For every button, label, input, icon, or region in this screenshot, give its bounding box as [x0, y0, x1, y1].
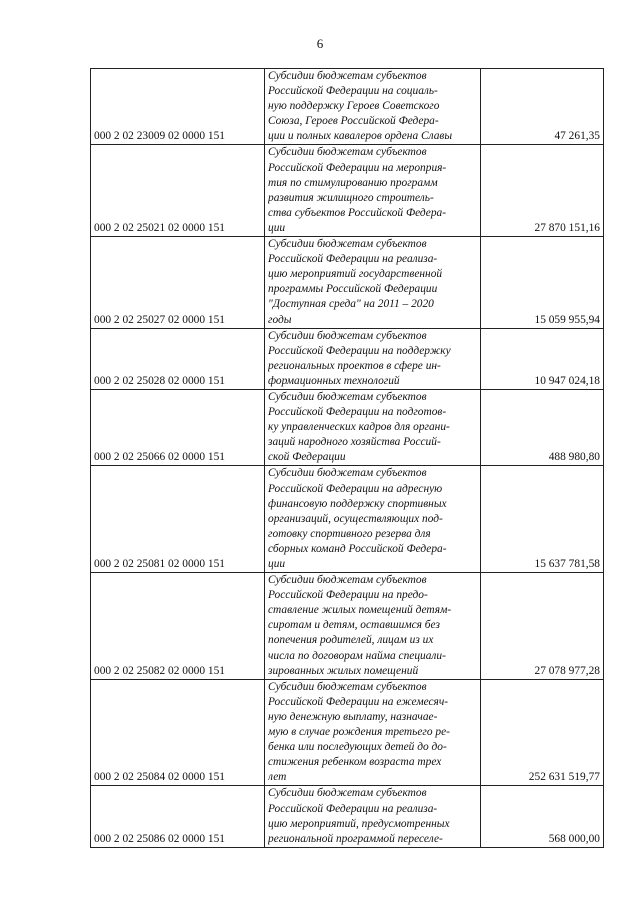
description-line: тия по стимулированию программ [268, 176, 438, 189]
description-line: Субсидии бюджетам субъектов [268, 329, 427, 342]
budget-code-cell: 000 2 02 25084 02 0000 151 [91, 679, 265, 786]
description-cell [265, 389, 481, 465]
amount-cell: 15 637 781,58 [481, 466, 604, 573]
description-line: ку управленческих кадров для органи- [268, 421, 450, 434]
description-line: ставление жилых помещений детям- [268, 604, 452, 617]
budget-code-cell: 000 2 02 25028 02 0000 151 [91, 328, 265, 389]
table-row [91, 573, 604, 680]
description-line: годы [268, 313, 292, 326]
description-cell [265, 145, 481, 237]
table-row [91, 328, 604, 389]
amount-cell: 15 059 955,94 [481, 237, 604, 329]
description-line: организаций, осуществляющих под- [268, 512, 443, 525]
amount-cell: 252 631 519,77 [481, 679, 604, 786]
description-cell [265, 679, 481, 786]
description-cell [265, 69, 481, 145]
description-line: Субсидии бюджетам субъектов [268, 390, 427, 403]
description-line: региональных проектов в сфере ин- [268, 359, 441, 372]
budget-code-cell: 000 2 02 23009 02 0000 151 [91, 69, 265, 145]
description-line: ции [268, 558, 286, 570]
description-line: мую в случае рождения третьего ре- [268, 726, 450, 739]
description-line: ства субъектов Российской Федера- [268, 206, 447, 219]
table-row [91, 466, 604, 573]
description-line: лет [268, 771, 287, 784]
description-cell [265, 237, 481, 329]
description-line: Российской Федерации на подготов- [268, 406, 447, 419]
description-line: региональной программой переселе- [268, 832, 443, 845]
description-cell [265, 466, 481, 573]
description-line: Российской Федерации на социаль- [268, 85, 438, 98]
description-line: Субсидии бюджетам субъектов [268, 70, 427, 82]
budget-code-cell: 000 2 02 25066 02 0000 151 [91, 389, 265, 465]
amount-cell: 27 870 151,16 [481, 145, 604, 237]
description-line: Субсидии бюджетам субъектов [268, 787, 427, 800]
description-line: Субсидии бюджетам субъектов [268, 574, 427, 587]
description-line: ции [268, 221, 286, 234]
description-cell [265, 573, 481, 680]
table-row [91, 145, 604, 237]
amount-cell: 488 980,80 [481, 389, 604, 465]
amount-cell: 47 261,35 [481, 69, 604, 145]
budget-table [90, 68, 604, 848]
description-line: попечения родителей, лицам из их [268, 634, 434, 647]
description-line: цию мероприятий государственной [268, 268, 443, 281]
description-line: числа по договорам найма специали- [268, 649, 446, 662]
description-line: Субсидии бюджетам субъектов [268, 680, 427, 693]
description-line: Российской Федерации на предо- [268, 589, 428, 602]
description-line: зированных жилых помещений [268, 664, 419, 677]
description-line: финансовую поддержку спортивных [268, 497, 447, 510]
amount-cell: 10 947 024,18 [481, 328, 604, 389]
description-line: ную денежную выплату, назначае- [268, 710, 438, 723]
description-line: заций народного хозяйства Россий- [268, 436, 441, 449]
description-line: ции и полных кавалеров ордена Славы [268, 130, 453, 143]
description-line: Российской Федерации на ежемесяч- [268, 695, 449, 708]
description-line: программы Российской Федерации [268, 283, 438, 296]
description-line: бенка или последующих детей до до- [268, 741, 447, 754]
table-row [91, 786, 604, 847]
description-line: стижения ребенком возраста трех [268, 756, 442, 769]
table-row [91, 237, 604, 329]
description-line: развития жилищного строитель- [268, 191, 434, 204]
description-line: Субсидии бюджетам субъектов [268, 146, 427, 159]
description-line: сиротам и детям, оставшимся без [268, 619, 440, 632]
description-line: Российской Федерации на реализа- [268, 802, 438, 815]
description-cell [265, 786, 481, 847]
description-line: Субсидии бюджетам субъектов [268, 238, 427, 251]
table-row [91, 389, 604, 465]
description-cell [265, 328, 481, 389]
description-line: Субсидии бюджетам субъектов [268, 467, 427, 480]
description-line: Российской Федерации на поддержку [268, 344, 451, 357]
description-line: готовку спортивного резерва для [268, 527, 431, 540]
description-line: ской Федерации [268, 451, 346, 464]
budget-code-cell: 000 2 02 25086 02 0000 151 [91, 786, 265, 847]
description-line: цию мероприятий, предусмотренных [268, 817, 450, 830]
budget-code-cell: 000 2 02 25021 02 0000 151 [91, 145, 265, 237]
description-line: Российской Федерации на адресную [268, 482, 443, 495]
table-row [91, 679, 604, 786]
page-number: 6 [316, 36, 324, 51]
amount-cell: 568 000,00 [481, 786, 604, 847]
description-line: Союза, Героев Российской Федера- [268, 115, 439, 128]
description-line: ную поддержку Героев Советского [268, 100, 440, 113]
description-line: сборных команд Российской Федера- [268, 542, 447, 555]
amount-cell: 27 078 977,28 [481, 573, 604, 680]
description-line: Российской Федерации на реализа- [268, 253, 438, 266]
description-line: Российской Федерации на мероприя- [268, 161, 447, 174]
budget-code-cell: 000 2 02 25081 02 0000 151 [91, 466, 265, 573]
table-row [91, 69, 604, 145]
description-line: формационных технологий [268, 374, 400, 387]
description-line: "Доступная среда" на 2011 – 2020 [268, 298, 434, 311]
budget-code-cell: 000 2 02 25082 02 0000 151 [91, 573, 265, 680]
budget-code-cell: 000 2 02 25027 02 0000 151 [91, 237, 265, 329]
